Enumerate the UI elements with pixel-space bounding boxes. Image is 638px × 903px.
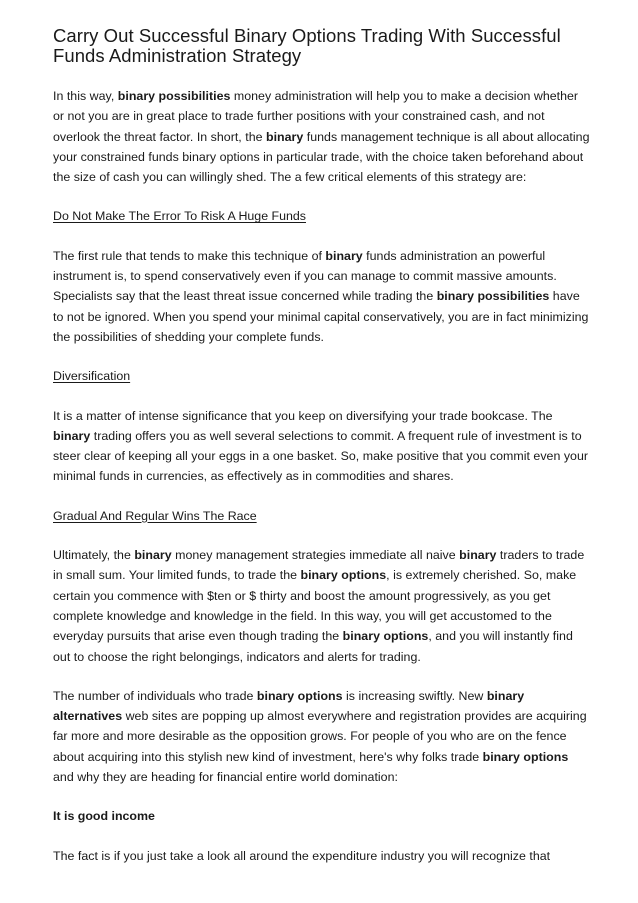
text-run: trading offers you as well several selections to commit. A frequent rule of investment is to steer clear of keeping all your eggs in a one basket. So, make positive that you commit even your minimal funds in currencies, as effectively as in commodities and shares.	[53, 428, 589, 484]
bold-keyword: binary options	[300, 568, 387, 583]
text-run: , is extremely cherished. So, make certain you commence with $ten or $ thirty and boost the amount progressively, as you get complete knowledge and knowledge in the field. In this way, you will get accustomed to the everyday pursuits that arise even though trading the	[53, 568, 577, 644]
bold-keyword: binary	[265, 129, 304, 144]
document-page	[53, 26, 591, 866]
bold-keyword: binary possibilities	[436, 289, 550, 304]
bold-keyword: binary	[325, 248, 363, 263]
bold-keyword: binary	[53, 428, 91, 443]
text-run: The first rule that tends to make this technique of	[53, 248, 326, 263]
paragraph	[53, 86, 591, 187]
text-run: The fact is if you just take a look all around the expenditure industry you will recognize that	[53, 848, 551, 863]
paragraph	[53, 686, 591, 787]
section-heading-income: It is good income	[53, 809, 155, 824]
text-run: and why they are heading for financial entire world domination:	[53, 770, 398, 785]
document-title: Carry Out Successful Binary Options Trading With Successful Funds Administration Strategy	[53, 25, 561, 66]
text-run: money administration will help you to make a decision whether or not you are in great place to trade further positions with your constrained cash, and not overlook the threat factor. In short, the	[53, 89, 579, 144]
section-heading-gradual: Gradual And Regular Wins The Race	[53, 508, 257, 523]
text-run: funds administration an powerful instrument is, to spend conservatively even if you can manage to commit massive amounts. Specialists say that the least threat issue concerned while trading the	[53, 248, 557, 304]
bold-keyword: binary	[134, 548, 172, 563]
text-run: funds management technique is all about allocating your constrained funds binary options in particular trade, with the choice taken beforehand about the size of cash you can willingly shed. The a few critical elements of this strategy are:	[53, 129, 590, 185]
text-run: money management strategies immediate all naive	[171, 548, 460, 563]
paragraph	[53, 246, 591, 347]
text-run: Ultimately, the	[53, 548, 135, 563]
paragraph	[53, 846, 591, 866]
bold-keyword: binary options	[342, 629, 429, 644]
text-run: In this way,	[53, 89, 118, 103]
paragraph	[53, 406, 591, 487]
bold-keyword: binary	[459, 548, 497, 563]
section-heading-diversification: Diversification	[53, 369, 131, 384]
paragraph	[53, 545, 591, 667]
bold-keyword: binary options	[256, 688, 343, 703]
text-run: It is a matter of intense significance that you keep on diversifying your trade bookcase. The	[53, 408, 553, 423]
bold-keyword: binary options	[482, 749, 569, 764]
text-run: have to not be ignored. When you spend your minimal capital conservatively, you are in fact minimizing the possibilities of shedding your complete funds.	[53, 289, 589, 344]
bold-keyword: binary alternatives	[53, 688, 525, 724]
bold-keyword: binary possibilities	[117, 89, 231, 103]
text-run: , and you will instantly find out to choose the right belongings, indicators and alerts for trading.	[53, 629, 573, 664]
section-heading-risk: Do Not Make The Error To Risk A Huge Funds	[53, 209, 306, 224]
text-run: is increasing swiftly. New	[342, 688, 487, 703]
text-run: The number of individuals who trade	[53, 688, 257, 703]
text-run: web sites are popping up almost everywhere and registration provides are acquiring far more and more desirable as the opposition grows. For people of you who are on the fence about acquiring into this stylish new kind of investment, here's why folks trade	[53, 709, 587, 764]
text-run: traders to trade in small sum. Your limited funds, to trade the	[53, 548, 585, 583]
